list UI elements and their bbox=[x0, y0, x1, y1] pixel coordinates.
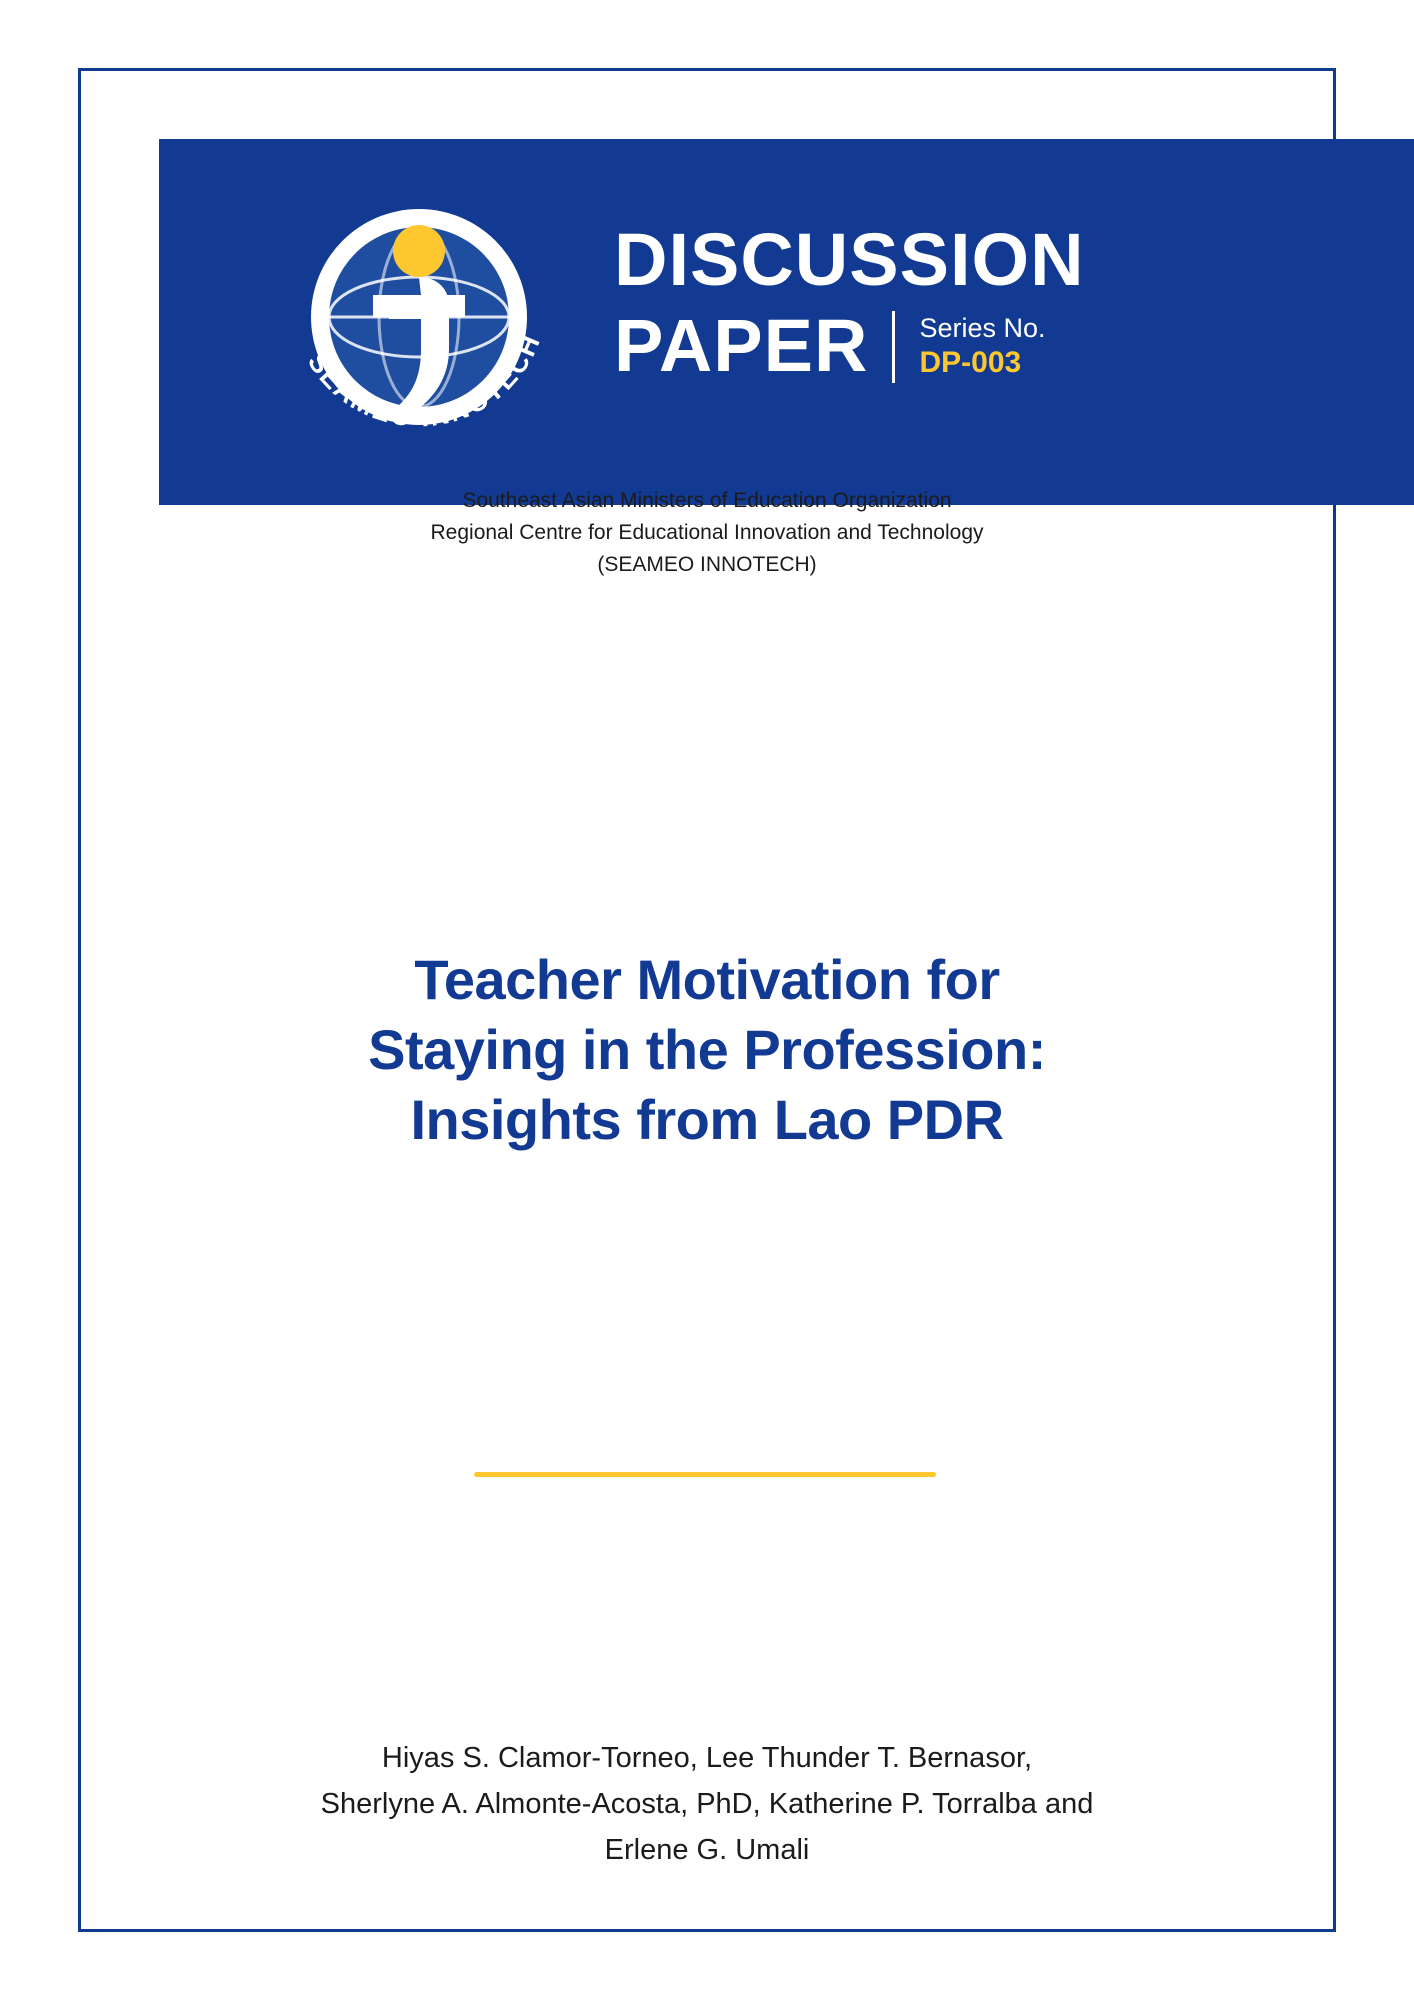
authors-line-3: Erlene G. Umali bbox=[604, 1834, 810, 1866]
authors-line-1: Hiyas S. Clamor-Torneo, Lee Thunder T. Bernasor, bbox=[381, 1742, 1033, 1774]
page-title bbox=[138, 945, 1276, 1155]
masthead-divider bbox=[892, 311, 895, 383]
organization-line-3: (SEAMEO INNOTECH) bbox=[597, 553, 817, 576]
series-label: Series No. bbox=[919, 313, 1046, 343]
organization-line-2: Regional Centre for Educational Innovation and Technology bbox=[430, 521, 984, 544]
series-number: DP-003 bbox=[919, 346, 1022, 379]
masthead-text-block bbox=[614, 217, 1394, 389]
accent-rule bbox=[474, 1472, 936, 1477]
logo-svg bbox=[269, 169, 569, 469]
organization-line-1: Southeast Asian Ministers of Education Organization bbox=[462, 489, 952, 512]
authors-block bbox=[148, 1735, 1266, 1873]
authors-line-2: Sherlyne A. Almonte-Acosta, PhD, Katherine P. Torralba and bbox=[320, 1788, 1094, 1820]
paper-label: PAPER bbox=[614, 304, 869, 387]
title-line-3: Insights from Lao PDR bbox=[410, 1088, 1004, 1151]
title-line-2: Staying in the Profession: bbox=[368, 1018, 1046, 1081]
paper-series-row bbox=[614, 303, 1394, 389]
title-line-1: Teacher Motivation for bbox=[414, 948, 1000, 1011]
masthead-banner bbox=[159, 139, 1414, 505]
discussion-label: DISCUSSION bbox=[614, 218, 1085, 301]
series-block bbox=[919, 311, 1045, 389]
svg-text:SEAMEO INNOTECH: SEAMEO INNOTECH bbox=[301, 329, 547, 433]
seameo-innotech-logo bbox=[269, 169, 569, 469]
organization-block bbox=[78, 485, 1336, 581]
